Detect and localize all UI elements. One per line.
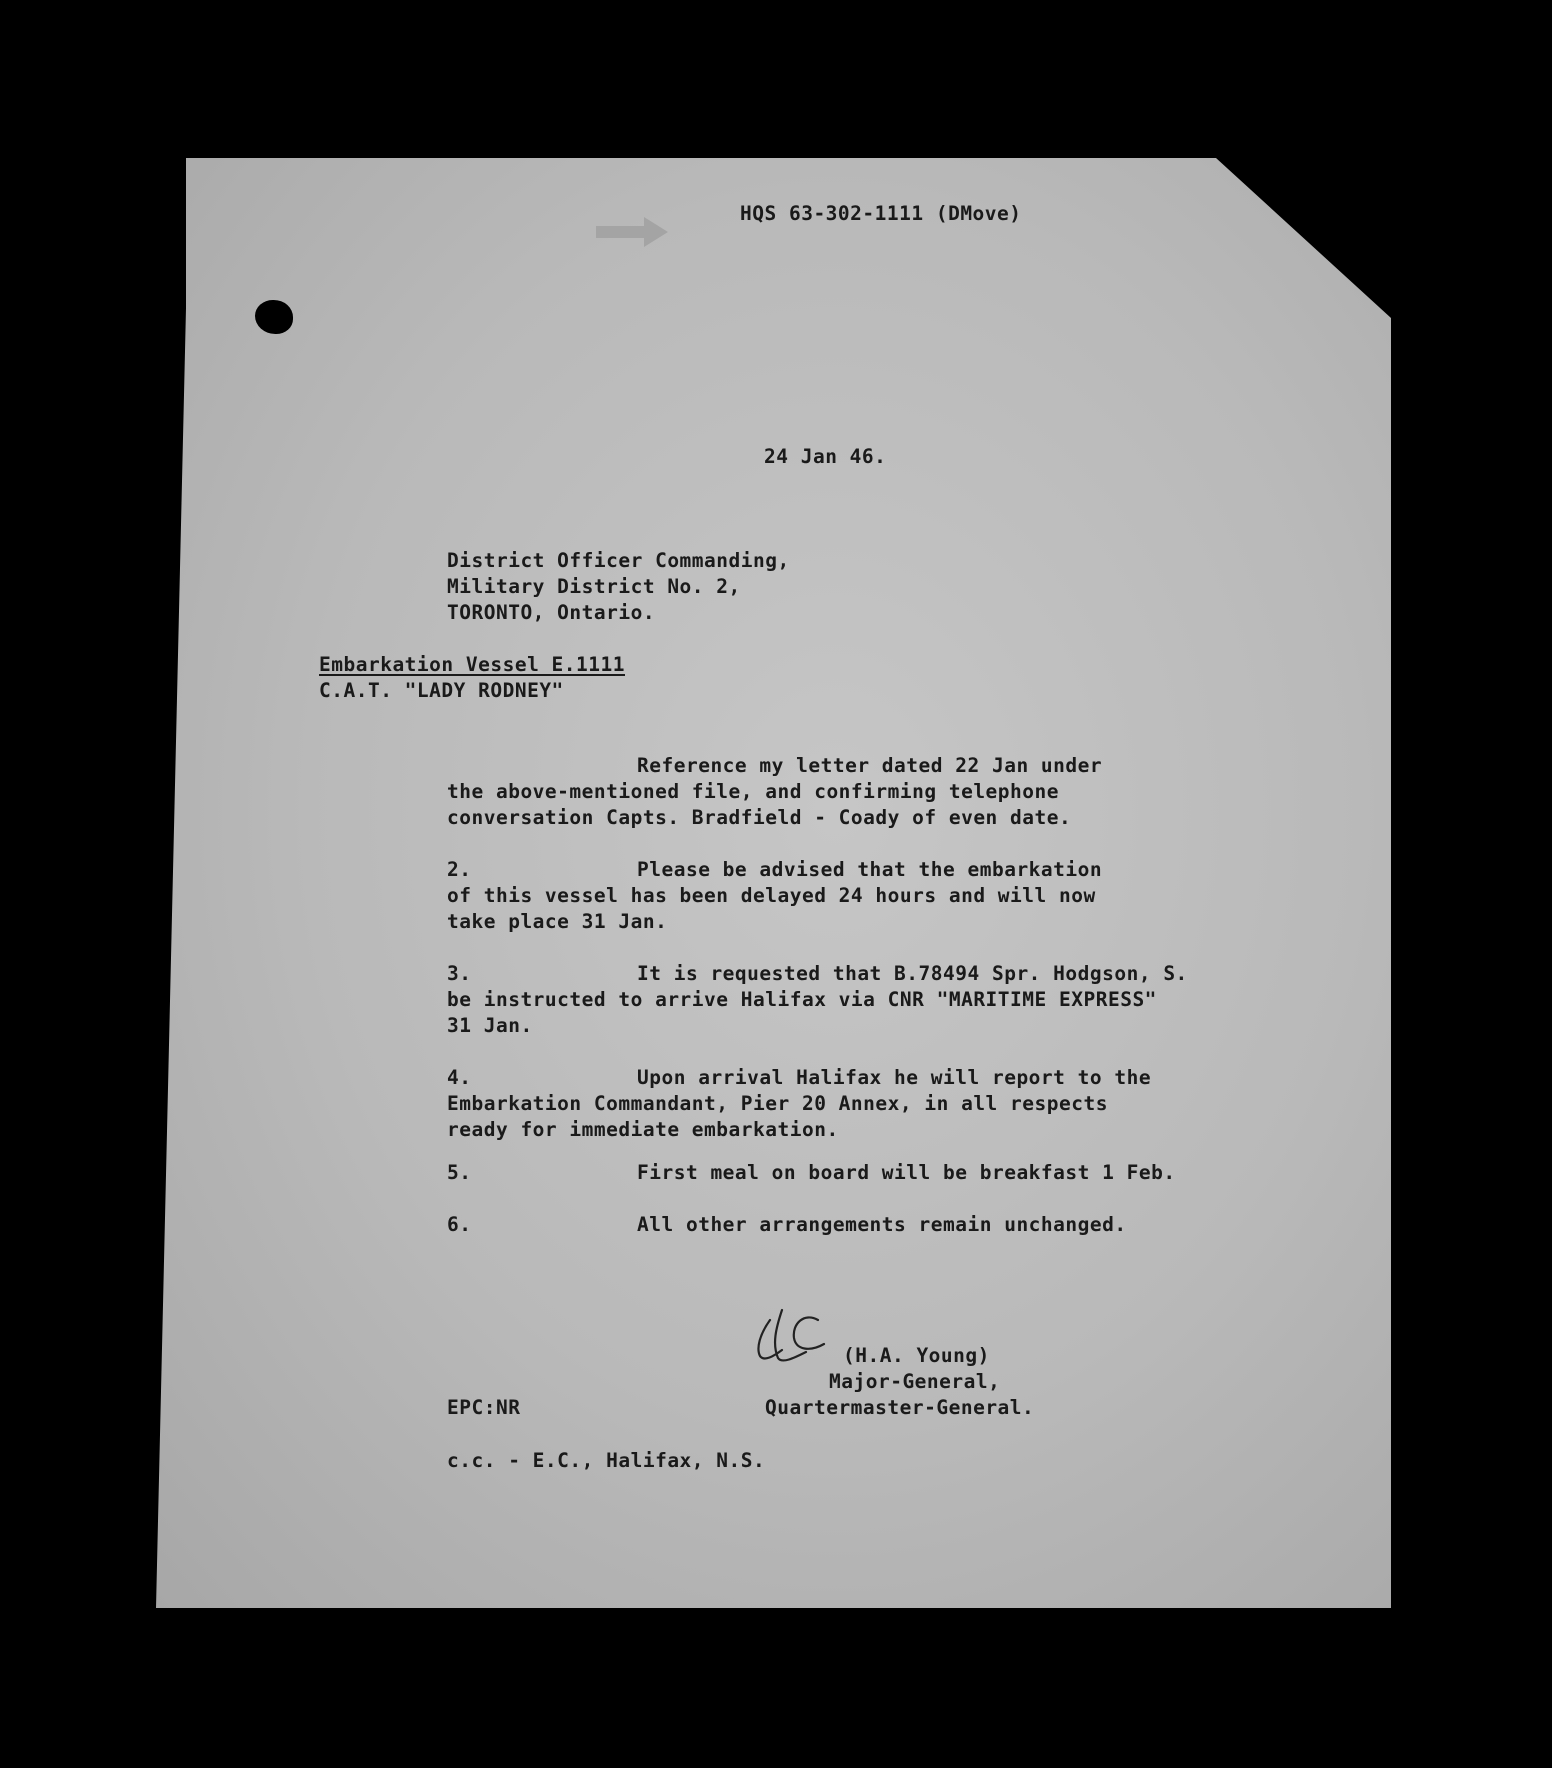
paragraph-number: 5. xyxy=(447,1161,472,1184)
file-reference: HQS 63-302-1111 (DMove) xyxy=(740,202,1022,225)
carbon-copy-line: c.c. - E.C., Halifax, N.S. xyxy=(447,1449,766,1472)
arrow-stamp-icon xyxy=(592,212,672,252)
reference-initials: EPC:NR xyxy=(447,1396,521,1419)
subject-line: Embarkation Vessel E.1111 xyxy=(319,653,625,676)
letter-page xyxy=(156,158,1391,1608)
paragraph-number: 2. xyxy=(447,858,472,881)
paragraph-line: First meal on board will be breakfast 1 Feb. xyxy=(637,1161,1176,1184)
paragraph-line: Reference my letter dated 22 Jan under xyxy=(637,754,1103,777)
signatory-name: (H.A. Young) xyxy=(843,1344,990,1367)
paragraph-line: the above-mentioned file, and confirming telephone xyxy=(447,780,1059,803)
subject-vessel: C.A.T. "LADY RODNEY" xyxy=(319,679,564,702)
addressee-line: TORONTO, Ontario. xyxy=(447,601,656,624)
paragraph-number: 4. xyxy=(447,1066,472,1089)
paragraph-number: 6. xyxy=(447,1213,472,1236)
paragraph-line: take place 31 Jan. xyxy=(447,910,668,933)
letter-date: 24 Jan 46. xyxy=(764,445,887,468)
paragraph-line: conversation Capts. Bradfield - Coady of even date. xyxy=(447,806,1072,829)
paragraph-line: 31 Jan. xyxy=(447,1014,533,1037)
signatory-rank: Major-General, xyxy=(829,1370,1001,1393)
handwritten-signature-icon xyxy=(748,1298,848,1368)
paragraph-line: It is requested that B.78494 Spr. Hodgson, S. xyxy=(637,962,1188,985)
paragraph-line: Please be advised that the embarkation xyxy=(637,858,1103,881)
punch-hole xyxy=(255,300,293,334)
paragraph-line: be instructed to arrive Halifax via CNR "MARITIME EXPRESS" xyxy=(447,988,1157,1011)
addressee-line: District Officer Commanding, xyxy=(447,549,790,572)
paragraph-line: Upon arrival Halifax he will report to the xyxy=(637,1066,1152,1089)
paragraph-line: All other arrangements remain unchanged. xyxy=(637,1213,1127,1236)
addressee-line: Military District No. 2, xyxy=(447,575,741,598)
paragraph-number: 3. xyxy=(447,962,472,985)
paragraph-line: Embarkation Commandant, Pier 20 Annex, in all respects xyxy=(447,1092,1108,1115)
paragraph-line: ready for immediate embarkation. xyxy=(447,1118,839,1141)
signatory-title: Quartermaster-General. xyxy=(765,1396,1035,1419)
paragraph-line: of this vessel has been delayed 24 hours and will now xyxy=(447,884,1096,907)
